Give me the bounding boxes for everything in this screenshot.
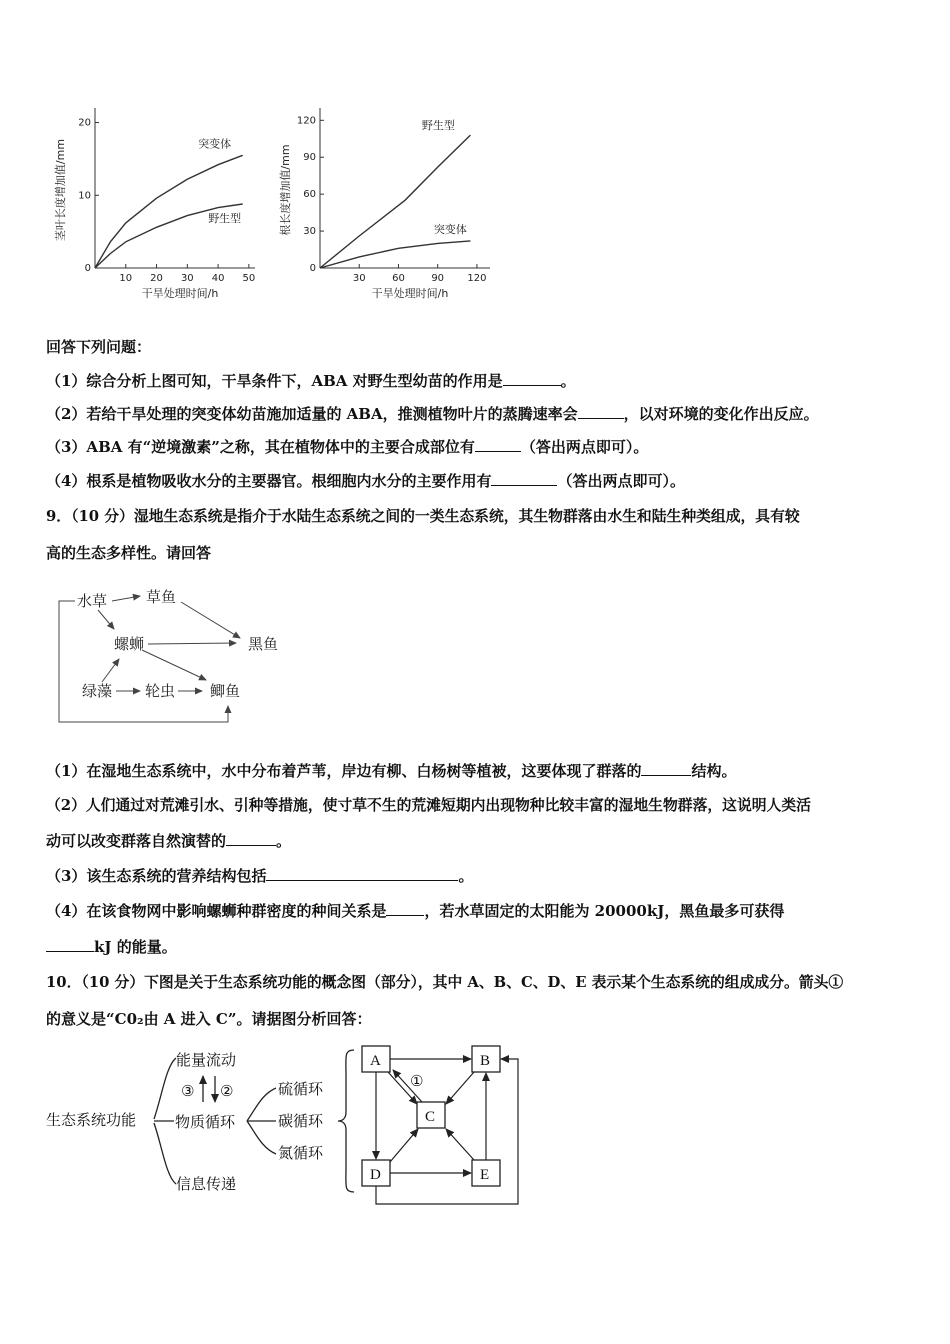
q10-stem-line2: 的意义是“C0₂由 A 进入 C”。请据图分析回答： bbox=[46, 1010, 372, 1028]
cycle-nitrogen: 氮循环 bbox=[278, 1144, 324, 1162]
y-tick-label: 10 bbox=[78, 190, 91, 202]
series-label-1: 突变体 bbox=[433, 222, 467, 236]
q8-part1-text: （1）综合分析上图可知，干旱条件下，ABA 对野生型幼苗的作用是 bbox=[46, 372, 503, 390]
q8-part2-end: ，以对环境的变化作出反应。 bbox=[623, 405, 819, 423]
x-axis-label: 干旱处理时间/h bbox=[141, 287, 219, 300]
q8-intro: 回答下列问题： bbox=[46, 338, 152, 356]
x-tick-label: 120 bbox=[467, 273, 487, 284]
arrow-3-label: ③ bbox=[181, 1082, 195, 1100]
node-shuicao: 水草 bbox=[77, 592, 108, 610]
q8-part3-text: （3）ABA 有“逆境激素”之称，其在植物体中的主要合成部位有 bbox=[46, 438, 475, 456]
y-tick-label: 60 bbox=[303, 189, 316, 201]
q8-part3 bbox=[46, 436, 648, 458]
concept-info: 信息传递 bbox=[176, 1175, 237, 1193]
q9-part1 bbox=[46, 760, 736, 782]
food-web-diagram bbox=[50, 580, 300, 730]
q8-part4 bbox=[46, 470, 685, 492]
y-tick-label: 0 bbox=[84, 263, 91, 274]
concept-matter: 物质循环 bbox=[175, 1113, 236, 1131]
box-D-label: D bbox=[370, 1167, 381, 1183]
q8-part1-end: 。 bbox=[560, 372, 576, 390]
answer-blank[interactable] bbox=[503, 371, 561, 386]
x-tick-label: 50 bbox=[242, 273, 256, 284]
q9-part2-line2 bbox=[46, 830, 291, 852]
x-tick-label: 20 bbox=[150, 273, 163, 284]
concept-map bbox=[44, 1036, 534, 1216]
q9-part3-text: （3）该生态系统的营养结构包括 bbox=[46, 867, 267, 885]
answer-blank[interactable] bbox=[491, 471, 557, 486]
chart-root-growth bbox=[275, 100, 500, 305]
q9-part2-line1: （2）人们通过对荒滩引水、引种等措施，使寸草不生的荒滩短期内出现物种比较丰富的湿地生物群落，这说明人类活 bbox=[46, 797, 811, 814]
q8-part3-end: （答出两点即可）。 bbox=[520, 438, 649, 456]
y-tick-label: 20 bbox=[78, 117, 91, 129]
y-axis-label: 茎叶长度增加值/mm bbox=[54, 138, 67, 242]
x-axis-label: 干旱处理时间/h bbox=[371, 287, 449, 300]
q9-part3-end: 。 bbox=[458, 867, 474, 885]
q9-part1-text: （1）在湿地生态系统中，水中分布着芦苇，岸边有柳、白杨树等植被，这要体现了群落的 bbox=[46, 762, 642, 780]
node-caoyu: 草鱼 bbox=[146, 588, 177, 606]
y-axis-label: 根长度增加值/mm bbox=[279, 144, 292, 236]
q9-part4-end: ，若水草固定的太阳能为 20000kJ，黑鱼最多可获得 bbox=[424, 902, 785, 920]
series-line-0 bbox=[320, 135, 470, 268]
q8-part4-end: （答出两点即可）。 bbox=[557, 472, 685, 490]
q9-part3 bbox=[46, 865, 473, 887]
box-E-label: E bbox=[480, 1167, 490, 1183]
y-tick-label: 0 bbox=[309, 263, 316, 274]
box-B-label: B bbox=[480, 1053, 491, 1069]
q9-part2-end: 。 bbox=[276, 832, 292, 850]
q9-part4-end2: kJ 的能量。 bbox=[94, 938, 177, 956]
node-luosi: 螺蛳 bbox=[114, 635, 145, 653]
y-tick-label: 30 bbox=[303, 226, 316, 238]
answer-blank[interactable] bbox=[266, 866, 458, 881]
arrow-1-label: ① bbox=[410, 1072, 424, 1090]
q8-part4-text: （4）根系是植物吸收水分的主要器官。根细胞内水分的主要作用有 bbox=[46, 472, 492, 490]
q9-stem-line1: 9．（10 分）湿地生态系统是指介于水陆生态系统之间的一类生态系统，其生物群落由水生和陆生种类组成，具有较 bbox=[46, 508, 800, 525]
x-tick-label: 30 bbox=[352, 273, 366, 284]
q8-part1 bbox=[46, 370, 576, 392]
series-line-1 bbox=[320, 241, 470, 268]
q10-stem-line1: 10．（10 分）下图是关于生态系统功能的概念图（部分），其中 A、B、C、D、E 表示某个生态系统的组成成分。箭头① bbox=[46, 974, 844, 991]
q9-part4-text: （4）在该食物网中影响螺蛳种群密度的种间关系是 bbox=[46, 902, 387, 920]
y-tick-label: 90 bbox=[303, 152, 316, 164]
series-label-0: 野生型 bbox=[421, 119, 455, 133]
answer-blank[interactable] bbox=[475, 437, 521, 452]
answer-blank[interactable] bbox=[386, 901, 424, 916]
answer-blank[interactable] bbox=[46, 937, 94, 952]
node-lunchong: 轮虫 bbox=[145, 682, 176, 700]
q8-part2-text: （2）若给干旱处理的突变体幼苗施加适量的 ABA，推测植物叶片的蒸腾速率会 bbox=[46, 405, 578, 423]
box-C-label: C bbox=[425, 1109, 436, 1125]
answer-blank[interactable] bbox=[641, 761, 691, 776]
series-label-1: 野生型 bbox=[208, 212, 242, 225]
node-jiyu: 鲫鱼 bbox=[210, 682, 241, 700]
concept-root: 生态系统功能 bbox=[46, 1111, 137, 1129]
chart-stem-growth bbox=[50, 100, 265, 305]
x-tick-label: 40 bbox=[211, 273, 225, 284]
q9-part4-line1 bbox=[46, 900, 784, 922]
answer-blank[interactable] bbox=[226, 831, 276, 846]
x-tick-label: 90 bbox=[431, 273, 445, 284]
cycle-carbon: 碳循环 bbox=[278, 1112, 324, 1130]
box-A-label: A bbox=[370, 1053, 381, 1069]
arrow-2-label: ② bbox=[220, 1082, 234, 1100]
x-tick-label: 10 bbox=[119, 273, 133, 284]
concept-energy: 能量流动 bbox=[176, 1051, 237, 1069]
y-tick-label: 120 bbox=[296, 115, 316, 127]
x-tick-label: 60 bbox=[392, 273, 405, 284]
q9-part4-line2 bbox=[46, 936, 177, 958]
q9-part1-end: 结构。 bbox=[691, 762, 737, 780]
q9-stem-line2: 高的生态多样性。请回答 bbox=[46, 544, 212, 562]
series-label-0: 突变体 bbox=[198, 137, 232, 151]
node-heiyu: 黑鱼 bbox=[248, 635, 279, 653]
q8-part2 bbox=[46, 403, 819, 425]
q9-part2-text: 动可以改变群落自然演替的 bbox=[46, 832, 227, 850]
cycle-sulfur: 硫循环 bbox=[278, 1080, 324, 1098]
x-tick-label: 30 bbox=[180, 273, 194, 284]
node-lvzao: 绿藻 bbox=[82, 682, 113, 700]
answer-blank[interactable] bbox=[578, 404, 624, 419]
